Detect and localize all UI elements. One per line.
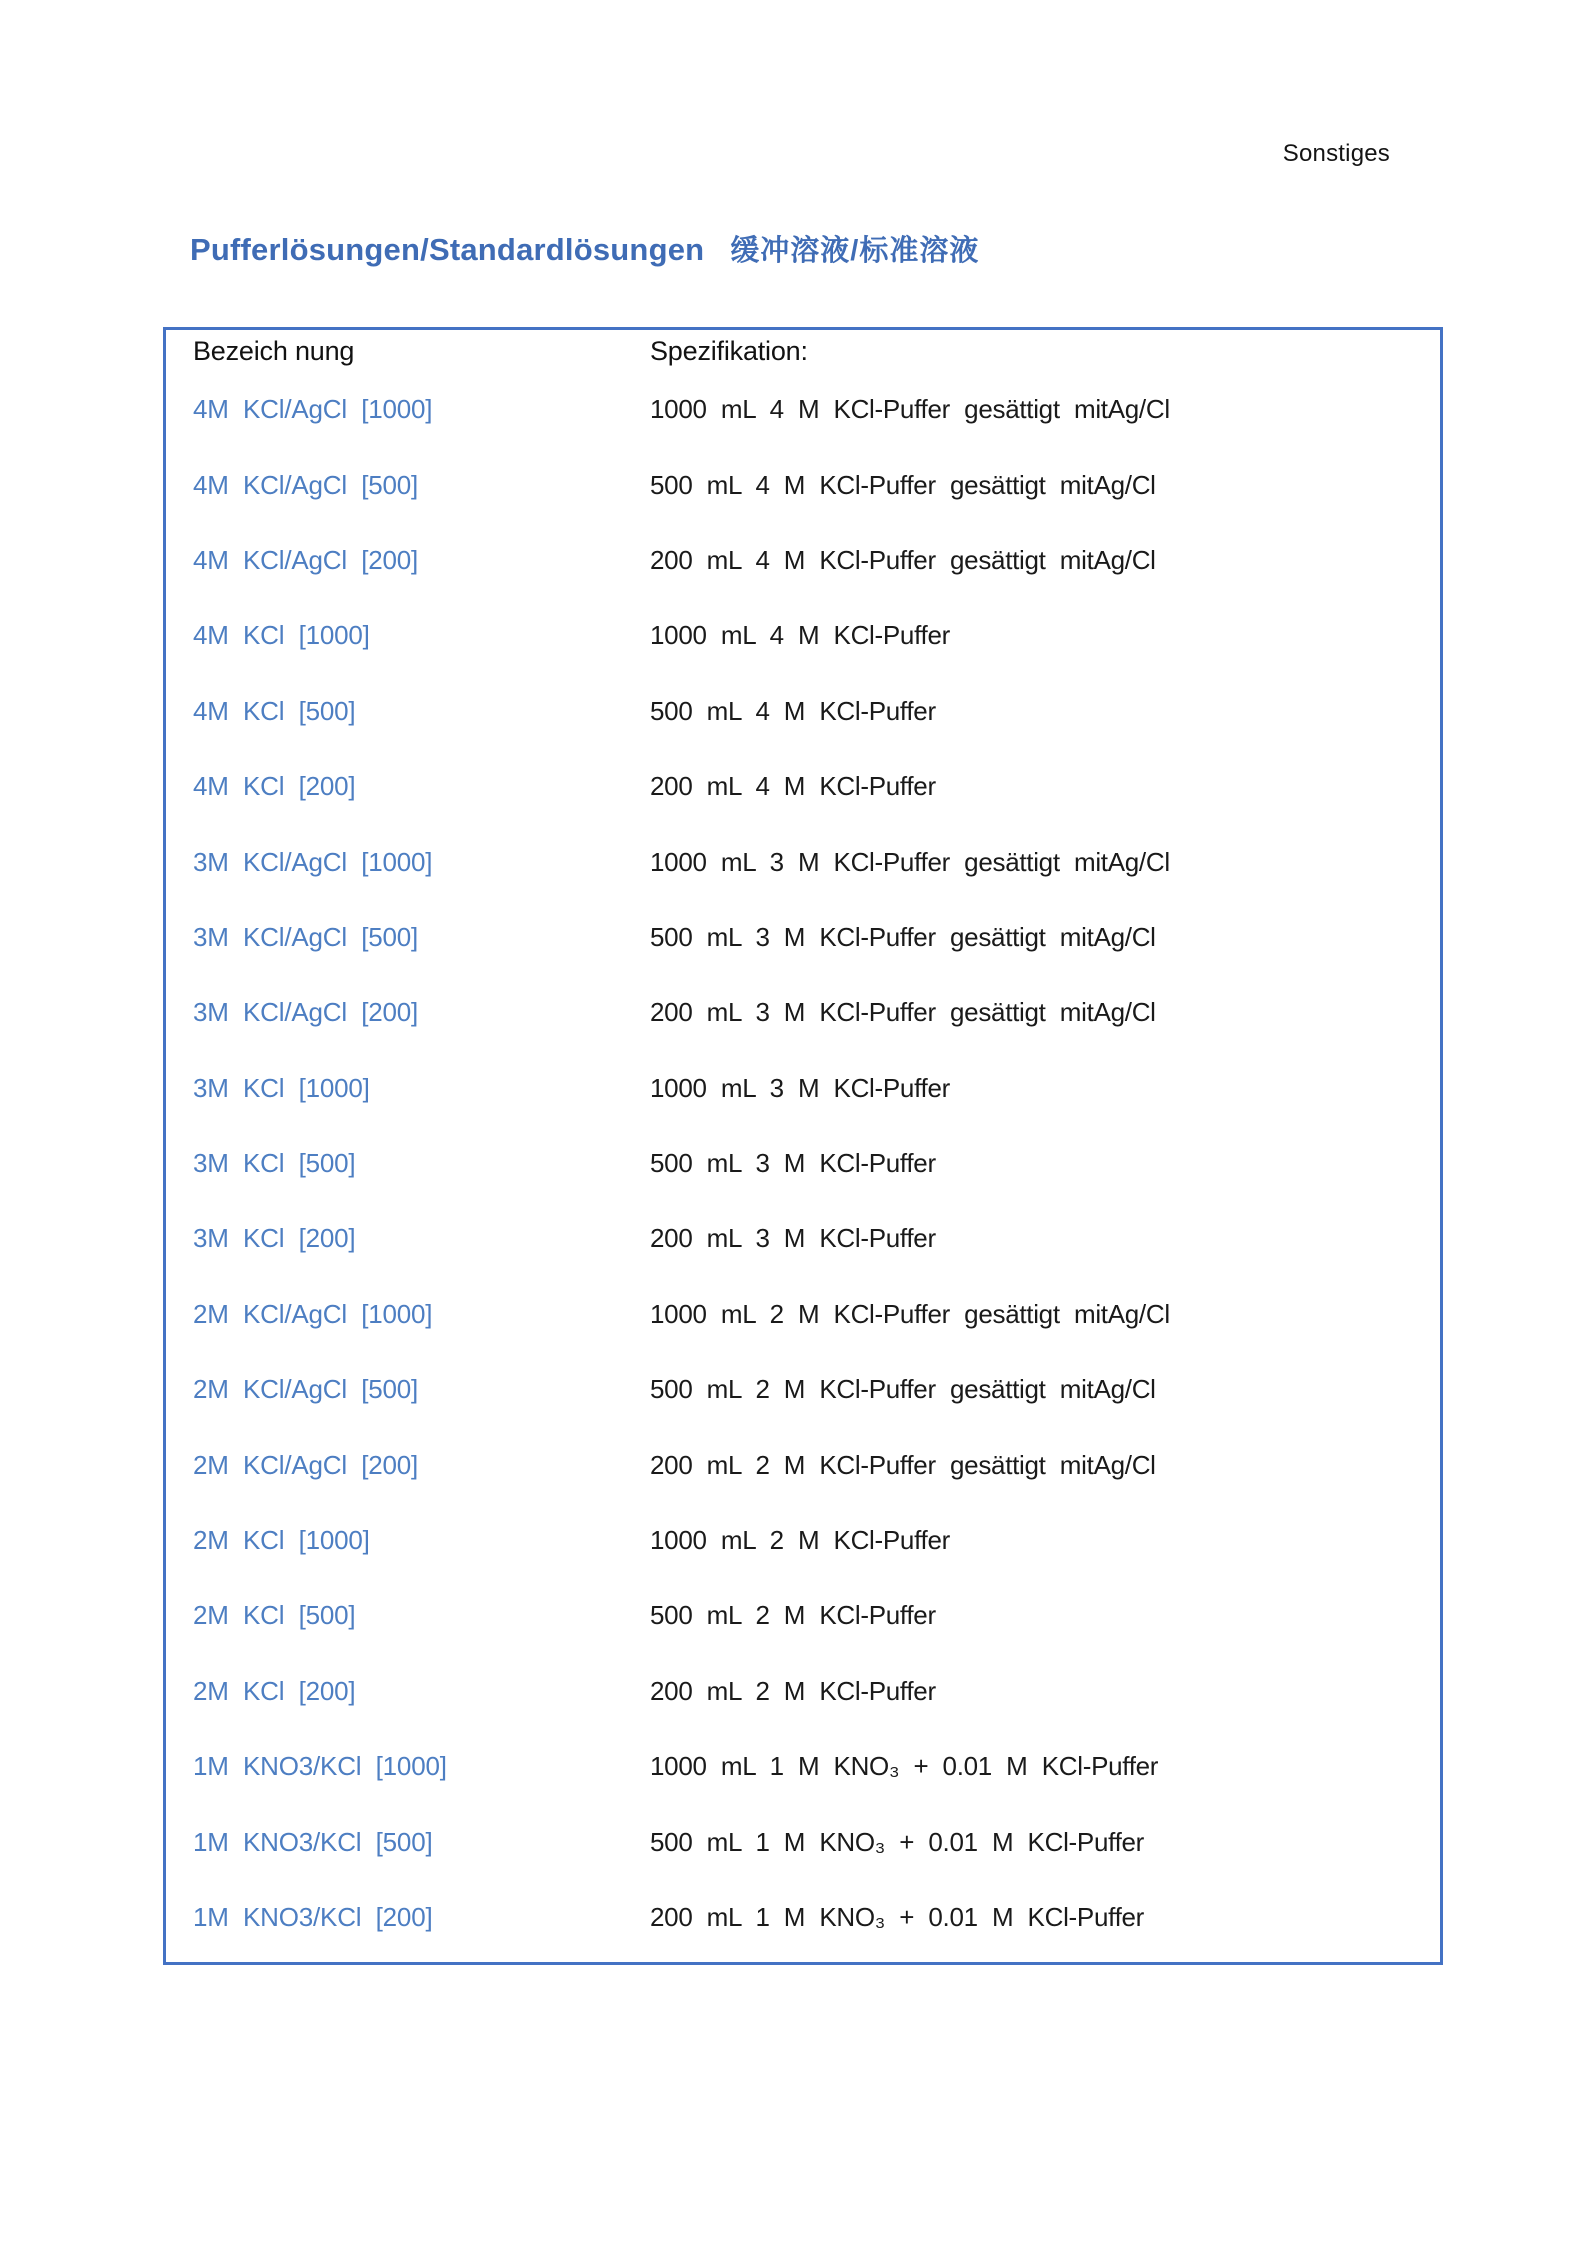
table-row — [166, 1352, 1440, 1427]
table-header-row — [166, 330, 1440, 372]
row-name: 1M KNO3/KCl [200] — [193, 1902, 433, 1932]
row-name: 4M KCl [1000] — [193, 620, 370, 651]
row-spec: 500 mL 4 M KCl-Puffer gesättigt mitAg/Cl — [650, 469, 1156, 500]
table-row — [166, 447, 1440, 522]
column-header-spezifikation: Spezifikation: — [650, 335, 808, 366]
row-name: 3M KCl/AgCl [200] — [193, 997, 419, 1028]
row-name: 2M KCl/AgCl [500] — [193, 1374, 419, 1405]
table-row — [166, 1729, 1440, 1804]
row-name: 2M KCl [200] — [193, 1675, 356, 1706]
table-row — [166, 1427, 1440, 1502]
table-row — [166, 1880, 1440, 1955]
table-row — [166, 1654, 1440, 1729]
row-spec: 500 mL 4 M KCl-Puffer — [650, 695, 936, 726]
row-spec: 1000 mL 4 M KCl-Puffer — [650, 620, 950, 651]
row-spec: 200 mL 3 M KCl-Puffer — [650, 1223, 936, 1254]
row-name: 2M KCl/AgCl [200] — [193, 1449, 419, 1480]
table-row — [166, 1201, 1440, 1276]
row-spec: 200 mL 3 M KCl-Puffer gesättigt mitAg/Cl — [650, 997, 1156, 1028]
row-name: 4M KCl/AgCl [200] — [193, 544, 419, 575]
row-spec: 1000 mL 2 M KCl-Puffer gesättigt mitAg/Cl — [650, 1298, 1170, 1329]
table-row — [166, 824, 1440, 899]
table-row — [166, 1051, 1440, 1126]
row-spec: 200 mL 4 M KCl-Puffer — [650, 771, 936, 802]
row-name: 3M KCl/AgCl [500] — [193, 921, 419, 952]
row-spec: 200 mL 4 M KCl-Puffer gesättigt mitAg/Cl — [650, 544, 1156, 575]
table-body — [166, 372, 1440, 1955]
row-spec: 500 mL 3 M KCl-Puffer gesättigt mitAg/Cl — [650, 921, 1156, 952]
row-spec: 1000 mL 1 M KNO₃ + 0.01 M KCl-Puffer — [650, 1751, 1159, 1782]
table-row — [166, 1126, 1440, 1201]
table-row — [166, 1578, 1440, 1653]
row-name: 4M KCl [200] — [193, 771, 356, 802]
table-row — [166, 1277, 1440, 1352]
row-name: 3M KCl [200] — [193, 1223, 356, 1254]
row-name: 3M KCl/AgCl [1000] — [193, 846, 433, 877]
row-name: 4M KCl/AgCl [500] — [193, 469, 419, 500]
table-row — [166, 900, 1440, 975]
row-spec: 1000 mL 4 M KCl-Puffer gesättigt mitAg/Cl — [650, 394, 1170, 425]
solutions-table — [163, 327, 1443, 1965]
table-row — [166, 598, 1440, 673]
corner-label: Sonstiges — [1282, 140, 1390, 167]
page-title-german: Pufferlösungen/Standardlösungen — [190, 232, 705, 267]
table-row — [166, 975, 1440, 1050]
table-row — [166, 749, 1440, 824]
row-spec: 1000 mL 2 M KCl-Puffer — [650, 1525, 950, 1556]
row-name: 2M KCl/AgCl [1000] — [193, 1298, 433, 1329]
row-spec: 500 mL 2 M KCl-Puffer — [650, 1600, 936, 1631]
row-name: 2M KCl [1000] — [193, 1525, 370, 1556]
row-spec: 200 mL 2 M KCl-Puffer gesättigt mitAg/Cl — [650, 1449, 1156, 1480]
table-row — [166, 674, 1440, 749]
row-spec: 1000 mL 3 M KCl-Puffer gesättigt mitAg/Cl — [650, 846, 1170, 877]
row-name: 1M KNO3/KCl [500] — [193, 1826, 433, 1857]
row-spec: 500 mL 2 M KCl-Puffer gesättigt mitAg/Cl — [650, 1374, 1156, 1405]
row-spec: 1000 mL 3 M KCl-Puffer — [650, 1072, 950, 1103]
row-spec: 200 mL 1 M KNO₃ + 0.01 M KCl-Puffer — [650, 1902, 1145, 1932]
row-name: 4M KCl [500] — [193, 695, 356, 726]
page-title — [190, 228, 979, 269]
row-name: 4M KCl/AgCl [1000] — [193, 394, 433, 425]
column-header-bezeichnung: Bezeich nung — [193, 335, 355, 366]
table-row — [166, 1804, 1440, 1879]
row-name: 1M KNO3/KCl [1000] — [193, 1751, 447, 1782]
row-name: 3M KCl [500] — [193, 1148, 356, 1179]
row-spec: 500 mL 1 M KNO₃ + 0.01 M KCl-Puffer — [650, 1826, 1145, 1857]
table-row — [166, 372, 1440, 447]
row-spec: 200 mL 2 M KCl-Puffer — [650, 1675, 936, 1706]
row-spec: 500 mL 3 M KCl-Puffer — [650, 1148, 936, 1179]
row-name: 3M KCl [1000] — [193, 1072, 370, 1103]
table-row — [166, 1503, 1440, 1578]
table-row — [166, 523, 1440, 598]
row-name: 2M KCl [500] — [193, 1600, 356, 1631]
page-title-chinese: 缓冲溶液/标准溶液 — [730, 235, 980, 267]
